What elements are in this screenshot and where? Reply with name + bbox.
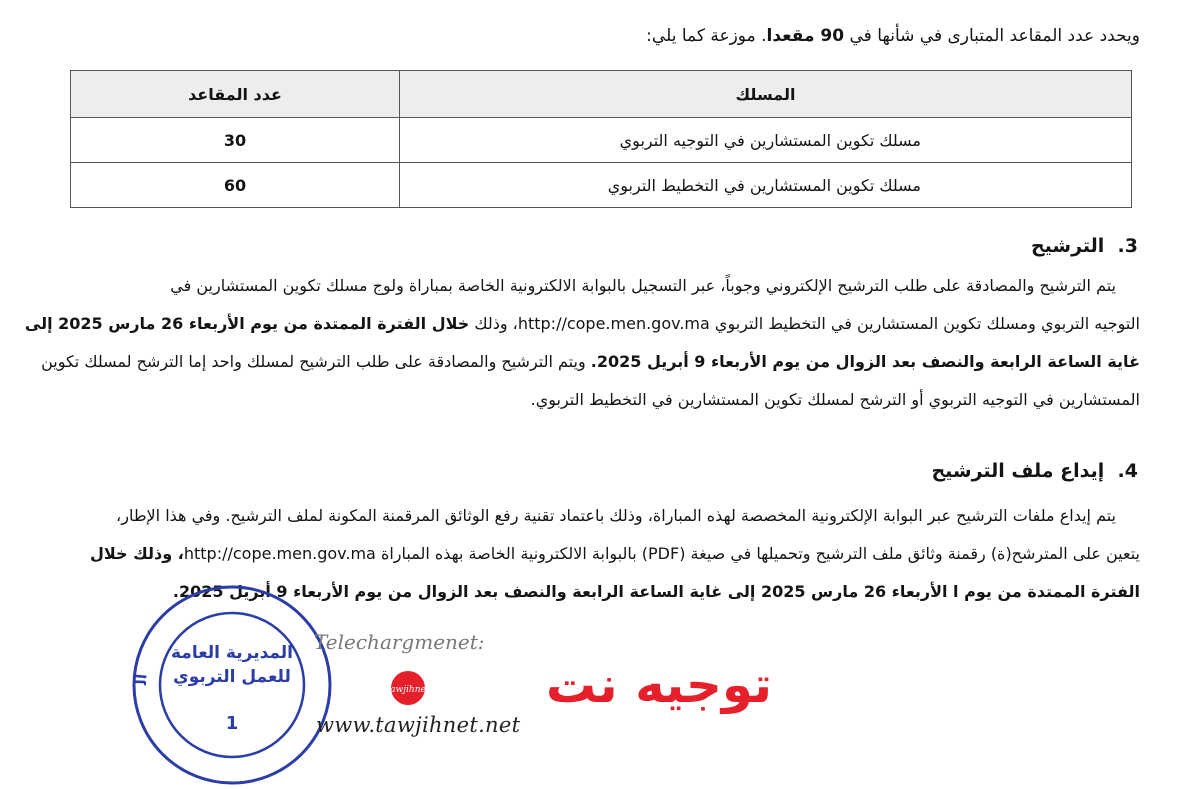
s3-line-3 xyxy=(10,343,1140,381)
seat-count: 30 xyxy=(71,118,400,163)
track-name: مسلك تكوين المستشارين في التخطيط التربوي xyxy=(400,163,1132,208)
intro-seat-total: 90 مقعدا xyxy=(766,26,845,46)
section-3-title: الترشيح xyxy=(1030,235,1105,257)
s3-line-4: المستشارين في التوجيه التربوي أو الترشح لمسلك تكوين المستشارين في التخطيط التربوي. xyxy=(530,390,1140,409)
table-row xyxy=(71,118,1132,163)
portal-link[interactable]: http://cope.men.gov.ma xyxy=(517,314,710,333)
watermark-url[interactable]: www.tawjihnet.net xyxy=(316,713,521,737)
seats-intro xyxy=(140,22,1140,50)
stamp-number: 1 xyxy=(225,713,239,734)
watermark-badge: tawjihnet xyxy=(386,685,430,695)
s3-period-start: خلال الفترة الممتدة من يوم الأربعاء 26 مارس 2025 إلى xyxy=(24,314,470,333)
s4-line-2-text: يتعين على المترشح(ة) رقمنة وثائق ملف الترشيح وتحميلها في صيغة (PDF) بالبوابة الالكترونية الخاصة بهذه المباراة xyxy=(380,544,1140,563)
stamp-line-1: المديرية العامة xyxy=(170,643,294,663)
header-track: المسلك xyxy=(400,71,1132,118)
track-name: مسلك تكوين المستشارين في التوجيه التربوي xyxy=(400,118,1132,163)
s4-line-2 xyxy=(10,535,1140,573)
watermark-label: Telechargmenet: xyxy=(314,630,485,654)
s4-line-1: يتم إيداع ملفات الترشيح عبر البوابة الإلكترونية المخصصة لهذه المباراة، وذلك باعتماد تقنية رفع الوثائق المرقمنة المكونة لملف الترشيح. وفي هذا الإطار، xyxy=(116,506,1116,525)
section-3-number: 3. xyxy=(1117,235,1138,257)
intro-text-start: ويحدد عدد المقاعد المتبارى في شأنها في xyxy=(844,26,1140,46)
s4-period: الفترة الممتدة من يوم ا الأربعاء 26 مارس 2025 إلى غاية الساعة الرابعة والنصف بعد الزوال من يوم الأربعاء 9 أبريل 2025. xyxy=(172,582,1140,601)
seat-count: 60 xyxy=(71,163,400,208)
stamp-outer-text: ال xyxy=(131,673,151,686)
s3-line-3-text: ويتم الترشيح والمصادقة على طلب الترشيح لمسلك واحد إما الترشح لمسلك تكوين xyxy=(41,352,591,371)
tawjihnet-logo-icon xyxy=(300,648,773,720)
table-row xyxy=(71,163,1132,208)
stamp-line-2: للعمل التربوي xyxy=(173,667,291,687)
s3-line-1: يتم الترشيح والمصادقة على طلب الترشيح الإلكتروني وجوباً، عبر التسجيل بالبوابة الالكترونية الخاصة بمباراة ولوج مسلك تكوين المستشارين في xyxy=(170,276,1116,295)
s3-line-2-text: التوجيه التربوي ومسلك تكوين المستشارين في التخطيط التربوي xyxy=(714,314,1140,333)
intro-text-end: . موزعة كما يلي: xyxy=(646,26,767,46)
portal-link[interactable]: http://cope.men.gov.ma xyxy=(183,544,376,563)
s3-line-2 xyxy=(10,305,1140,343)
section-3-paragraph xyxy=(10,267,1140,419)
s4-line-2-bold: ، وذلك خلال xyxy=(90,544,184,563)
watermark-logo-text: توجيه نت xyxy=(546,656,773,714)
section-4-number: 4. xyxy=(1117,460,1138,482)
section-4-heading xyxy=(931,460,1138,482)
seats-table xyxy=(70,70,1132,208)
table-header-row xyxy=(71,71,1132,118)
header-seats: عدد المقاعد xyxy=(71,71,400,118)
s3-line-2-sep: ، وذلك xyxy=(469,314,518,333)
section-3-heading xyxy=(1031,235,1138,257)
section-4-title: إيداع ملف الترشيح xyxy=(931,460,1105,482)
s3-period-end: غاية الساعة الرابعة والنصف بعد الزوال من يوم الأربعاء 9 أبريل 2025. xyxy=(590,352,1140,371)
